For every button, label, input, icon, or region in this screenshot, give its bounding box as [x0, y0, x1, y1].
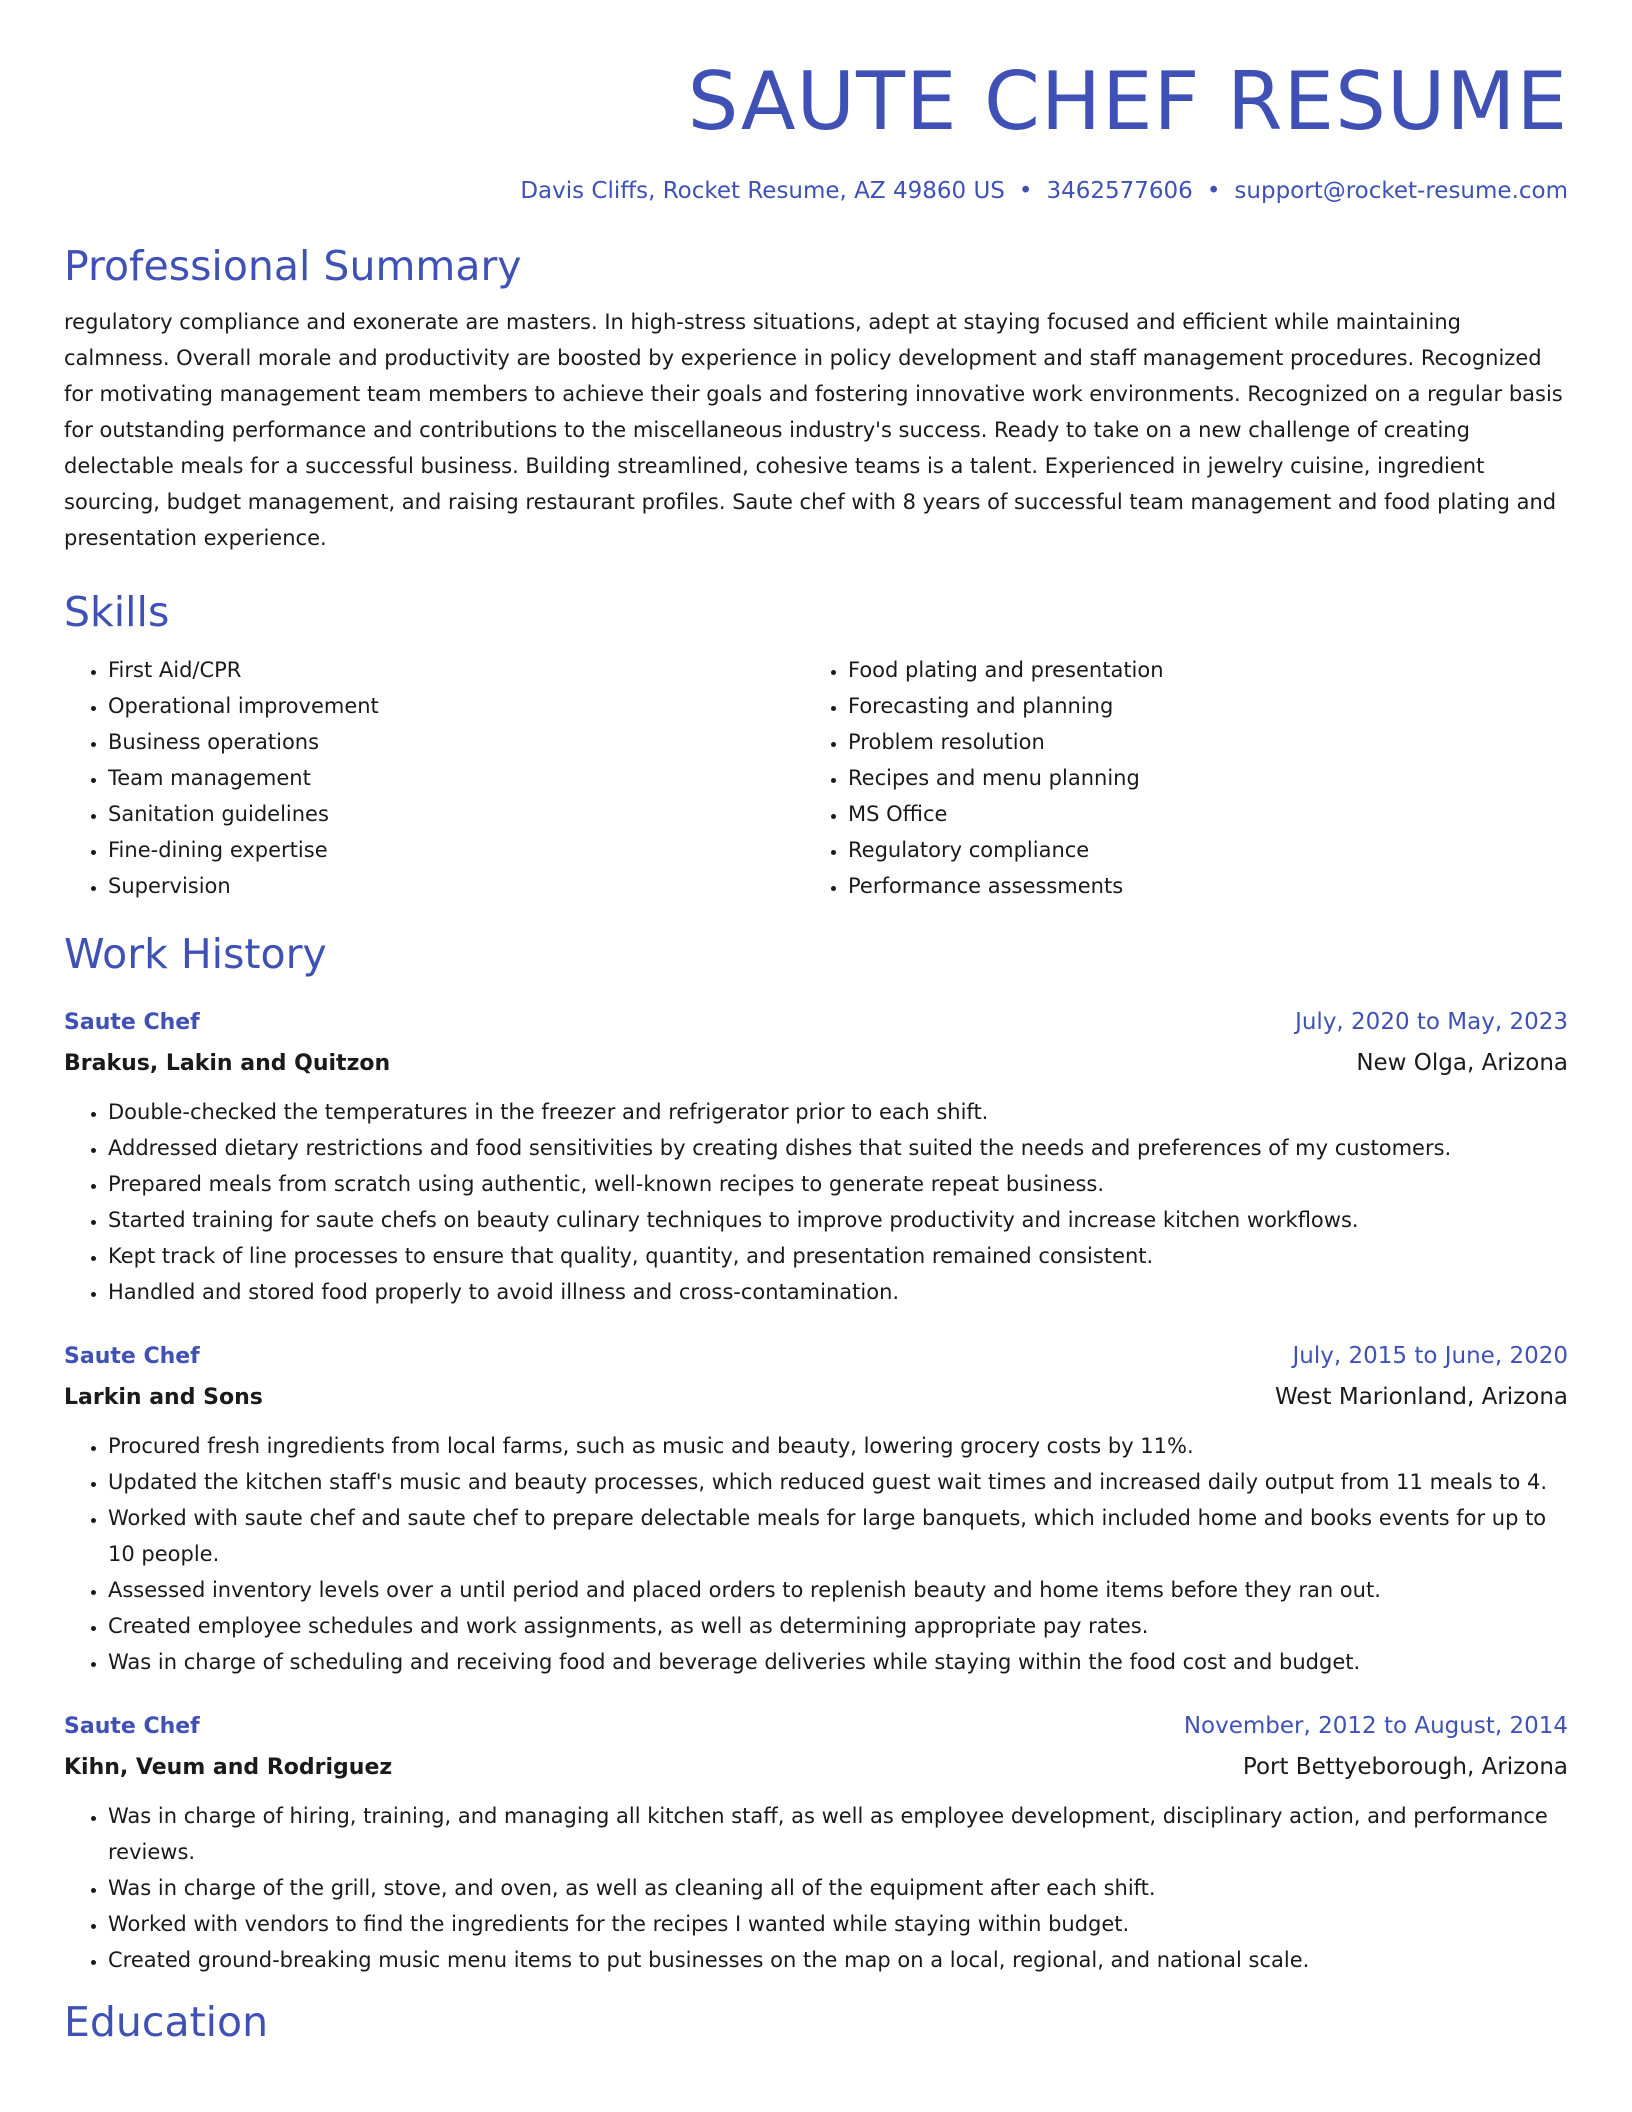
job-company-row — [64, 1043, 1568, 1084]
contact-phone: 3462577606 — [1046, 178, 1193, 204]
job-duty: • Handled and stored food properly to avoid illness and cross-contamination. — [108, 1274, 1568, 1310]
job-duties — [64, 1798, 1568, 1978]
job-company: Brakus, Lakin and Quitzon — [64, 1051, 391, 1076]
job-duty: • Worked with vendors to find the ingredients for the recipes I wanted while staying within budget. — [108, 1906, 1568, 1942]
job-title: Saute Chef — [64, 1714, 200, 1739]
resume-title: SAUTE CHEF RESUME — [687, 55, 1568, 148]
summary-heading: Professional Summary — [64, 242, 522, 290]
job-dates: July, 2015 to June, 2020 — [1292, 1343, 1568, 1369]
education-heading: Education — [64, 1998, 269, 2046]
job-header-row — [64, 1706, 1568, 1747]
job-company-row — [64, 1377, 1568, 1418]
contact-address: Davis Cliffs, Rocket Resume, AZ 49860 US — [520, 178, 1005, 204]
job-header-row — [64, 1002, 1568, 1043]
job-location: New Olga, Arizona — [1356, 1050, 1568, 1076]
job-duty: • Worked with saute chef and saute chef to prepare delectable meals for large banquets, which included home and books events for up to 10 people. — [108, 1500, 1568, 1572]
job-dates: November, 2012 to August, 2014 — [1183, 1713, 1568, 1739]
job-duty: • Kept track of line processes to ensure that quality, quantity, and presentation remained consistent. — [108, 1238, 1568, 1274]
job-duty: • Procured fresh ingredients from local farms, such as music and beauty, lowering grocery costs by 11%. — [108, 1428, 1568, 1464]
contact-separator: • — [1206, 178, 1221, 204]
job-location: Port Bettyeborough, Arizona — [1242, 1754, 1568, 1780]
skill-item: • Fine-dining expertise — [108, 832, 806, 868]
skill-item: • Performance assessments — [848, 868, 1548, 904]
skill-item: • Sanitation guidelines — [108, 796, 806, 832]
skill-item: • Supervision — [108, 868, 806, 904]
skills-column-left — [64, 652, 806, 904]
skill-item: • Business operations — [108, 724, 806, 760]
skill-item: • Problem resolution — [848, 724, 1548, 760]
job-duty: • Was in charge of scheduling and receiving food and beverage deliveries while staying within the food cost and budget. — [108, 1644, 1568, 1680]
summary-text: regulatory compliance and exonerate are masters. In high-stress situations, adept at staying focused and efficient while maintaining calmness. Overall morale and productivity are boosted by experience in policy development and staff management procedures. Recognized for motivating management team members to achieve their goals and fostering innovative work environments. Recognized on a regular basis for outstanding performance and contributions to the miscellaneous industry's success. Ready to take on a new challenge of creating delectable meals for a successful business. Building streamlined, cohesive teams is a talent. Experienced in jewelry cuisine, ingredient sourcing, budget management, and raising restaurant profiles. Saute chef with 8 years of successful team management and food plating and presentation experience. — [64, 310, 1563, 550]
job-entry — [64, 1336, 1568, 1680]
resume-page — [64, 0, 1568, 2050]
skill-item: • Forecasting and planning — [848, 688, 1548, 724]
job-duty: • Updated the kitchen staff's music and beauty processes, which reduced guest wait times and increased daily output from 11 meals to 4. — [108, 1464, 1568, 1500]
skills-heading: Skills — [64, 588, 170, 636]
skill-item: • Recipes and menu planning — [848, 760, 1548, 796]
job-duty: • Was in charge of hiring, training, and managing all kitchen staff, as well as employee development, disciplinary action, and performance reviews. — [108, 1798, 1568, 1870]
skill-item: • Operational improvement — [108, 688, 806, 724]
contact-line — [64, 174, 1568, 208]
job-duties — [64, 1428, 1568, 1680]
job-location: West Marionland, Arizona — [1275, 1384, 1568, 1410]
job-duty: • Assessed inventory levels over a until period and placed orders to replenish beauty and home items before they ran out. — [108, 1572, 1568, 1608]
skill-item: • Team management — [108, 760, 806, 796]
skills-column-right — [806, 652, 1548, 904]
skill-item: • First Aid/CPR — [108, 652, 806, 688]
job-entry — [64, 1002, 1568, 1310]
job-header-row — [64, 1336, 1568, 1377]
job-entry — [64, 1706, 1568, 1978]
contact-separator: • — [1018, 178, 1033, 204]
skill-item: • MS Office — [848, 796, 1548, 832]
skill-item: • Food plating and presentation — [848, 652, 1548, 688]
job-duty: • Started training for saute chefs on beauty culinary techniques to improve productivity and increase kitchen workflows. — [108, 1202, 1568, 1238]
job-company-row — [64, 1747, 1568, 1788]
job-title: Saute Chef — [64, 1344, 200, 1369]
skill-item: • Regulatory compliance — [848, 832, 1548, 868]
job-company: Kihn, Veum and Rodriguez — [64, 1755, 393, 1780]
job-duty: • Created ground-breaking music menu items to put businesses on the map on a local, regional, and national scale. — [108, 1942, 1568, 1978]
job-duty: • Double-checked the temperatures in the freezer and refrigerator prior to each shift. — [108, 1094, 1568, 1130]
work-history-heading: Work History — [64, 930, 327, 978]
job-company: Larkin and Sons — [64, 1385, 263, 1410]
job-duty: • Prepared meals from scratch using authentic, well-known recipes to generate repeat business. — [108, 1166, 1568, 1202]
job-duty: • Created employee schedules and work assignments, as well as determining appropriate pay rates. — [108, 1608, 1568, 1644]
job-duties — [64, 1094, 1568, 1310]
job-dates: July, 2020 to May, 2023 — [1295, 1009, 1568, 1035]
job-title: Saute Chef — [64, 1010, 200, 1035]
contact-email: support@rocket-resume.com — [1234, 178, 1568, 204]
job-duty: • Was in charge of the grill, stove, and oven, as well as cleaning all of the equipment after each shift. — [108, 1870, 1568, 1906]
job-duty: • Addressed dietary restrictions and food sensitivities by creating dishes that suited the needs and preferences of my customers. — [108, 1130, 1568, 1166]
skills-list — [64, 652, 1568, 904]
